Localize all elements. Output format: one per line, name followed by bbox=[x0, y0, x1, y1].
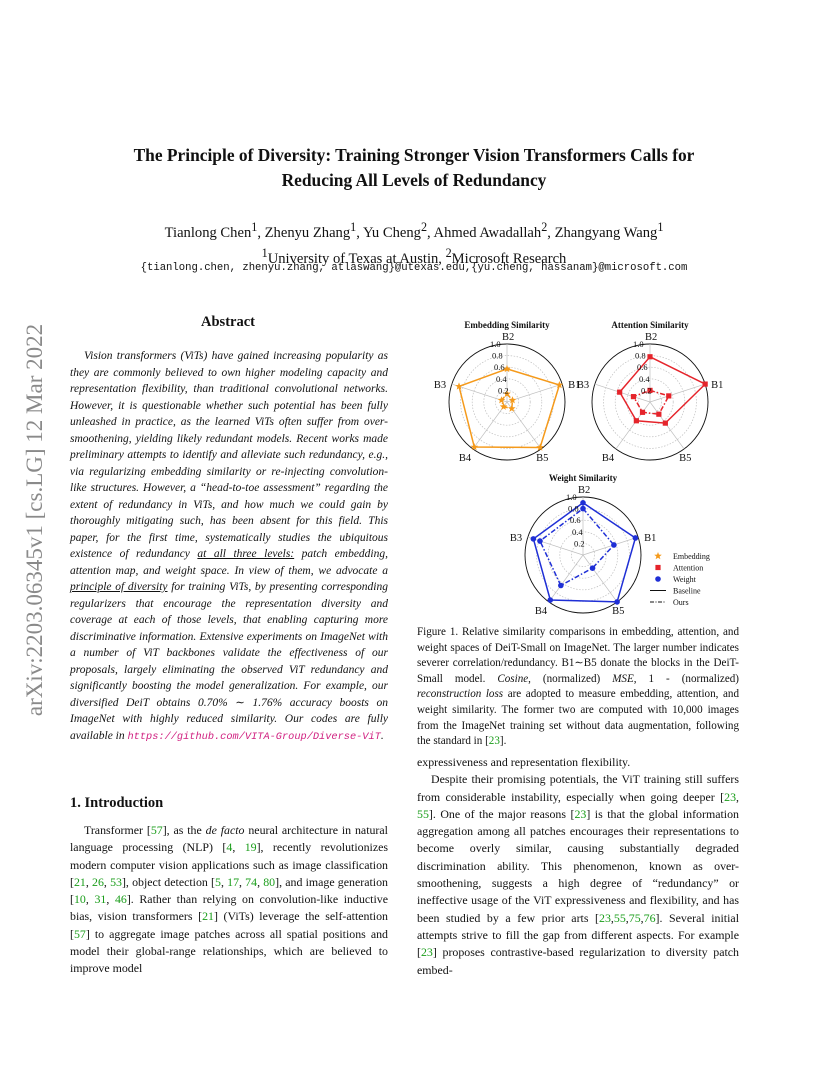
radial-tick-label: 1.0 bbox=[490, 339, 501, 349]
series-line-baseline bbox=[533, 503, 635, 602]
citation-link[interactable]: 46 bbox=[114, 892, 127, 907]
series-line-baseline bbox=[620, 357, 706, 423]
radial-tick-label: 0.6 bbox=[637, 362, 648, 373]
arxiv-stamp: arXiv:2203.06345v1 [cs.LG] 12 Mar 2022 bbox=[22, 323, 47, 717]
citation-link[interactable]: 55 bbox=[613, 910, 626, 925]
radar-spoke bbox=[583, 555, 617, 602]
legend-label: Weight bbox=[673, 575, 696, 584]
radial-tick-label: 0.2 bbox=[498, 385, 509, 396]
data-point bbox=[656, 412, 661, 417]
citation-link[interactable]: 57 bbox=[73, 926, 86, 941]
citation-link[interactable]: 23 bbox=[420, 945, 433, 960]
radial-tick-label: 0.2 bbox=[641, 385, 652, 396]
chart-title: Attention Similarity bbox=[611, 320, 689, 330]
data-point bbox=[614, 599, 620, 605]
radial-tick-label: 0.4 bbox=[572, 526, 583, 537]
citation-link[interactable]: 53 bbox=[110, 874, 122, 889]
data-point bbox=[663, 421, 668, 426]
radial-tick-label: 0.6 bbox=[494, 362, 505, 373]
data-point bbox=[633, 535, 639, 541]
axis-label-b1: B1 bbox=[568, 380, 581, 392]
radial-tick-label: 1.0 bbox=[566, 492, 577, 502]
data-point bbox=[580, 500, 586, 506]
abstract-text: Vision transformers (ViTs) have gained increasing popularity as they are commonly believed to own higher modeling capacity and representation flexibility, than traditional convolutional networks. However, it is questionable whether such potential has been fully unleashed in practice, as the learned ViTs often suffer from over-smoothening, yielding likely redundant models. Recent works made preliminary attempts to identify and alleviate such redundancy, e.g., via regularizing embedding similarity or re-injecting convolution-like structures. However, a “head-to-toe assessment” regarding the extent of redundancy in ViTs, and how much we could gain by thoroughly mitigating such, has been absent for this field. This paper, for the first time, systematically studies the ubiquitous existence of redundancy at all three levels: patch embedding, attention map, and weight space. In view of them, we advocate a principle of diversity for training ViTs, by presenting corresponding regularizers that encourage the representation diversity and coverage at each of those levels, that enabling capturing more discriminative information. Extensive experiments on ImageNet with a number of ViT backbones validate the effectiveness of our proposals, largely eliminating the observed ViT redundancy and significantly boosting the model generalization. For example, our diversified DeiT obtains 0.70% ∼ 1.76% accuracy boosts on ImageNet with highly reduced similarity. Our codes are fully available in https://github.com/VITA-Group/Diverse-ViT. bbox=[70, 350, 388, 743]
citation-link[interactable]: 21 bbox=[73, 874, 86, 889]
data-point bbox=[617, 390, 622, 395]
intro-text: Transformer [57], as the de facto neural architecture in natural language processing (NLP) [4, 19], recently revolutionizes modern computer vision applications such as image classification [21, 26, 53], object detection [5, 17, 74, 80], and image generation [10, 31, 46]. Rather than relying on convolution-like inductive bias, vision transformers [21] (ViTs) leverage the self-attention [57] to aggregate image patches across all spatial positions and model their global-range relationships, which are believed to improve model bbox=[70, 823, 389, 976]
axis-label-b3: B3 bbox=[576, 380, 590, 392]
radial-tick-label: 0.8 bbox=[568, 503, 579, 514]
data-point bbox=[703, 381, 708, 386]
citation-link[interactable]: 10 bbox=[73, 892, 86, 907]
citation-link[interactable]: 17 bbox=[227, 874, 240, 889]
axis-label-b4: B4 bbox=[458, 452, 472, 464]
citation-link[interactable]: 23 bbox=[599, 910, 611, 925]
chart-legend bbox=[650, 552, 666, 602]
data-point bbox=[647, 354, 652, 359]
citation-link[interactable]: 23 bbox=[574, 806, 587, 821]
axis-label-b3: B3 bbox=[433, 380, 447, 392]
data-point bbox=[631, 394, 636, 399]
citation-link[interactable]: 57 bbox=[150, 823, 163, 837]
citation-link[interactable]: 74 bbox=[245, 874, 258, 889]
paper-title: The Principle of Diversity: Training Stronger Vision Transformers Calls for Reducing All Levels of Redundancy bbox=[133, 145, 695, 190]
data-point bbox=[537, 538, 543, 544]
axis-label-b5: B5 bbox=[612, 605, 625, 615]
radar-spoke bbox=[549, 555, 583, 602]
paragraph: expressiveness and representation flexibility. bbox=[417, 755, 631, 769]
paragraph: Despite their promising potentials, the ViT training still suffers from considerable instability, especially when going deeper [23, 55]. One of the major reasons [23] is that the global information aggregation among all patches encourages their representations to become overly similar, causing substantially degraded discrimination ability. This phenomenon, known as over-smoothening, suggests a high degree of “redundancy” or ineffective usage of the ViT expressiveness and flexibility, and has been studied by a few prior arts [23,55,75,76]. Several initial attempts strive to fill the gap from different aspects. For example [23] proposes contrastive-based regularization to diversity patch embed- bbox=[417, 772, 739, 977]
data-point bbox=[580, 506, 586, 512]
data-point bbox=[611, 542, 617, 548]
abstract-heading: Abstract bbox=[201, 314, 255, 330]
axis-label-b5: B5 bbox=[536, 452, 549, 464]
radial-tick-label: 0.6 bbox=[570, 515, 581, 526]
citation-link[interactable]: 31 bbox=[94, 892, 107, 907]
citation-link[interactable]: 23 bbox=[724, 789, 737, 804]
author-block bbox=[60, 217, 768, 269]
legend-label: Ours bbox=[673, 598, 689, 607]
data-point bbox=[531, 536, 537, 542]
radial-tick-label: 0.8 bbox=[492, 350, 503, 361]
citation-link[interactable]: 23 bbox=[488, 735, 500, 748]
axis-label-b2: B2 bbox=[502, 332, 515, 343]
citation-link[interactable]: 5 bbox=[215, 874, 221, 889]
axis-label-b4: B4 bbox=[534, 605, 548, 615]
data-point bbox=[655, 565, 660, 570]
data-point bbox=[558, 583, 564, 589]
radar-chart-3 bbox=[525, 497, 641, 613]
radar-spoke bbox=[583, 537, 638, 555]
data-point bbox=[640, 410, 645, 415]
citation-link[interactable]: 76 bbox=[643, 910, 656, 925]
citation-link[interactable]: 80 bbox=[263, 874, 276, 889]
legend-label: Attention bbox=[673, 563, 704, 573]
legend-label: Baseline bbox=[673, 586, 701, 596]
radial-tick-label: 0.4 bbox=[639, 373, 650, 384]
citation-link[interactable]: 19 bbox=[244, 840, 257, 855]
affiliations: $^1$University of Texas at Austin, $^2$Microsoft Research bbox=[261, 245, 567, 267]
axis-label-b1: B1 bbox=[644, 533, 657, 545]
chart-title: Weight Similarity bbox=[548, 473, 618, 483]
citation-link[interactable]: 55 bbox=[417, 806, 429, 821]
radial-tick-label: 0.8 bbox=[635, 350, 646, 361]
radar-chart-2 bbox=[592, 344, 708, 460]
data-point bbox=[471, 443, 479, 450]
legend-label: Embedding bbox=[673, 552, 710, 561]
figure-caption: Figure 1. Relative similarity comparisons in embedding, attention, and weight spaces of DeiT-Small on ImageNet. The larger number indicates severer correlation/redundancy. B1∼B5 donate the blocks in the DeiT-Small model. Cosine, (normalized) MSE, 1 - (normalized) reconstruction loss are adopted to measure embedding, attention, and weight similarity. The former two are computed with 10,000 images from the ImageNet training set without data augmentation, following the standard in [23]. bbox=[417, 626, 739, 748]
section-heading-introduction: 1. Introduction bbox=[70, 795, 164, 811]
right-column-text bbox=[417, 754, 739, 979]
citation-link[interactable]: 21 bbox=[202, 909, 214, 924]
data-point bbox=[634, 418, 639, 423]
radar-chart-1 bbox=[449, 344, 565, 460]
author-emails: {tianlong.chen, zhenyu.zhang, atlaswang}@utexas.edu,{yu.cheng, hassanam}@microsoft.com bbox=[140, 262, 688, 274]
data-point bbox=[666, 393, 671, 398]
axis-label-b2: B2 bbox=[578, 485, 591, 496]
axis-label-b5: B5 bbox=[679, 452, 692, 464]
axis-label-b1: B1 bbox=[711, 380, 724, 392]
radial-tick-label: 1.0 bbox=[633, 339, 644, 349]
figure-radar-charts bbox=[410, 305, 745, 615]
code-link[interactable]: https://github.com/VITA-Group/Diverse-ViT bbox=[127, 730, 381, 743]
data-point bbox=[654, 552, 662, 559]
data-point bbox=[590, 565, 596, 571]
axis-label-b3: B3 bbox=[509, 533, 523, 545]
citation-link[interactable]: 4 bbox=[226, 840, 233, 855]
radial-tick-label: 0.4 bbox=[496, 373, 507, 384]
data-point bbox=[547, 597, 553, 603]
citation-link[interactable]: 26 bbox=[92, 874, 104, 889]
chart-title: Embedding Similarity bbox=[464, 320, 550, 330]
data-point bbox=[655, 576, 661, 582]
radial-tick-label: 0.2 bbox=[574, 538, 585, 549]
axis-label-b4: B4 bbox=[601, 452, 615, 464]
citation-link[interactable]: 75 bbox=[628, 910, 641, 925]
author-list: Tianlong Chen$^1$, Zhenyu Zhang$^1$, Yu Cheng$^2$, Ahmed Awadallah$^2$, Zhangyang Wang$^1$ bbox=[164, 220, 664, 241]
axis-label-b2: B2 bbox=[645, 332, 658, 343]
data-point bbox=[500, 403, 508, 410]
radar-spoke bbox=[616, 402, 650, 449]
